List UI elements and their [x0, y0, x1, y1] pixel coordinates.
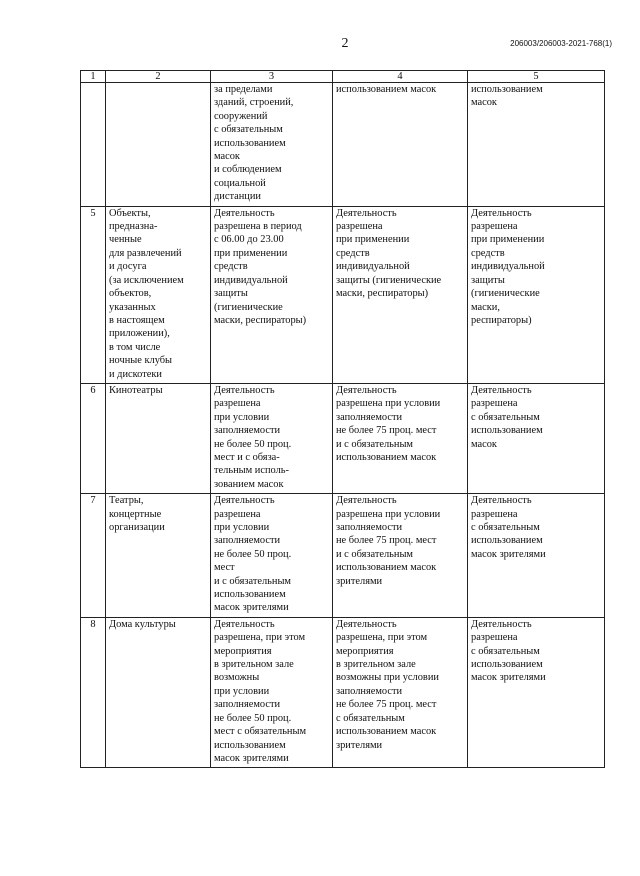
rule-cell-col5: Деятельность разрешена с обязательным использованием масок зрителями — [468, 494, 605, 618]
rule-cell-col3: Деятельность разрешена в период с 06.00 до 23.00 при применении средств индивидуальной защиты (гигиенические маски, респираторы) — [211, 206, 333, 383]
rule-cell-col4: Деятельность разрешена, при этом мероприятия в зрительном зале возможны при условии заполняемости не более 75 проц. мест с обязательным использованием масок зрителями — [333, 617, 468, 767]
rule-cell-col5: Деятельность разрешена с обязательным использованием масок — [468, 383, 605, 493]
restrictions-table — [80, 70, 605, 768]
page-number: 2 — [341, 36, 349, 51]
row-number: 5 — [81, 206, 106, 383]
table-header-row — [81, 71, 605, 83]
rule-cell-col5: Деятельность разрешена с обязательным использованием масок зрителями — [468, 617, 605, 767]
rule-cell-col4: Деятельность разрешена при условии заполняемости не более 75 проц. мест и с обязательным использованием масок — [333, 383, 468, 493]
column-header: 4 — [333, 71, 468, 83]
document-id: 206003/206003-2021-768(1) — [510, 39, 612, 48]
object-name-cell — [106, 83, 211, 207]
column-header: 5 — [468, 71, 605, 83]
table-row — [81, 383, 605, 493]
table-row — [81, 206, 605, 383]
rule-cell-col4: Деятельность разрешена при применении средств индивидуальной защиты (гигиенические маски, респираторы) — [333, 206, 468, 383]
rule-cell-col5: использованием масок — [468, 83, 605, 207]
rule-cell-col3: Деятельность разрешена при условии заполняемости не более 50 проц. мест и с обяза- тельным исполь- зованием масок — [211, 383, 333, 493]
object-name-cell: Кинотеатры — [106, 383, 211, 493]
object-name-cell: Дома культуры — [106, 617, 211, 767]
rule-cell-col3: Деятельность разрешена при условии заполняемости не более 50 проц. мест и с обязательным использованием масок зрителями — [211, 494, 333, 618]
rule-cell-col4: Деятельность разрешена при условии заполняемости не более 75 проц. мест и с обязательным использованием масок зрителями — [333, 494, 468, 618]
rule-cell-col5: Деятельность разрешена при применении средств индивидуальной защиты (гигиенические маски, респираторы) — [468, 206, 605, 383]
rule-cell-col3: Деятельность разрешена, при этом мероприятия в зрительном зале возможны при условии заполняемости не более 50 проц. мест с обязательным использованием масок зрителями — [211, 617, 333, 767]
table-row — [81, 494, 605, 618]
column-header: 1 — [81, 71, 106, 83]
row-number: 6 — [81, 383, 106, 493]
column-header: 2 — [106, 71, 211, 83]
table-row — [81, 83, 605, 207]
row-number: 8 — [81, 617, 106, 767]
row-number: 7 — [81, 494, 106, 618]
rule-cell-col3: за пределами зданий, строений, сооружений с обязательным использованием масок и соблюдением социальной дистанции — [211, 83, 333, 207]
row-number — [81, 83, 106, 207]
table-row — [81, 617, 605, 767]
object-name-cell: Объекты, предназна- ченные для развлечений и досуга (за исключением объектов, указанных в настоящем приложении), в том числе ночные клубы и дискотеки — [106, 206, 211, 383]
object-name-cell: Театры, концертные организации — [106, 494, 211, 618]
column-header: 3 — [211, 71, 333, 83]
rule-cell-col4: использованием масок — [333, 83, 468, 207]
